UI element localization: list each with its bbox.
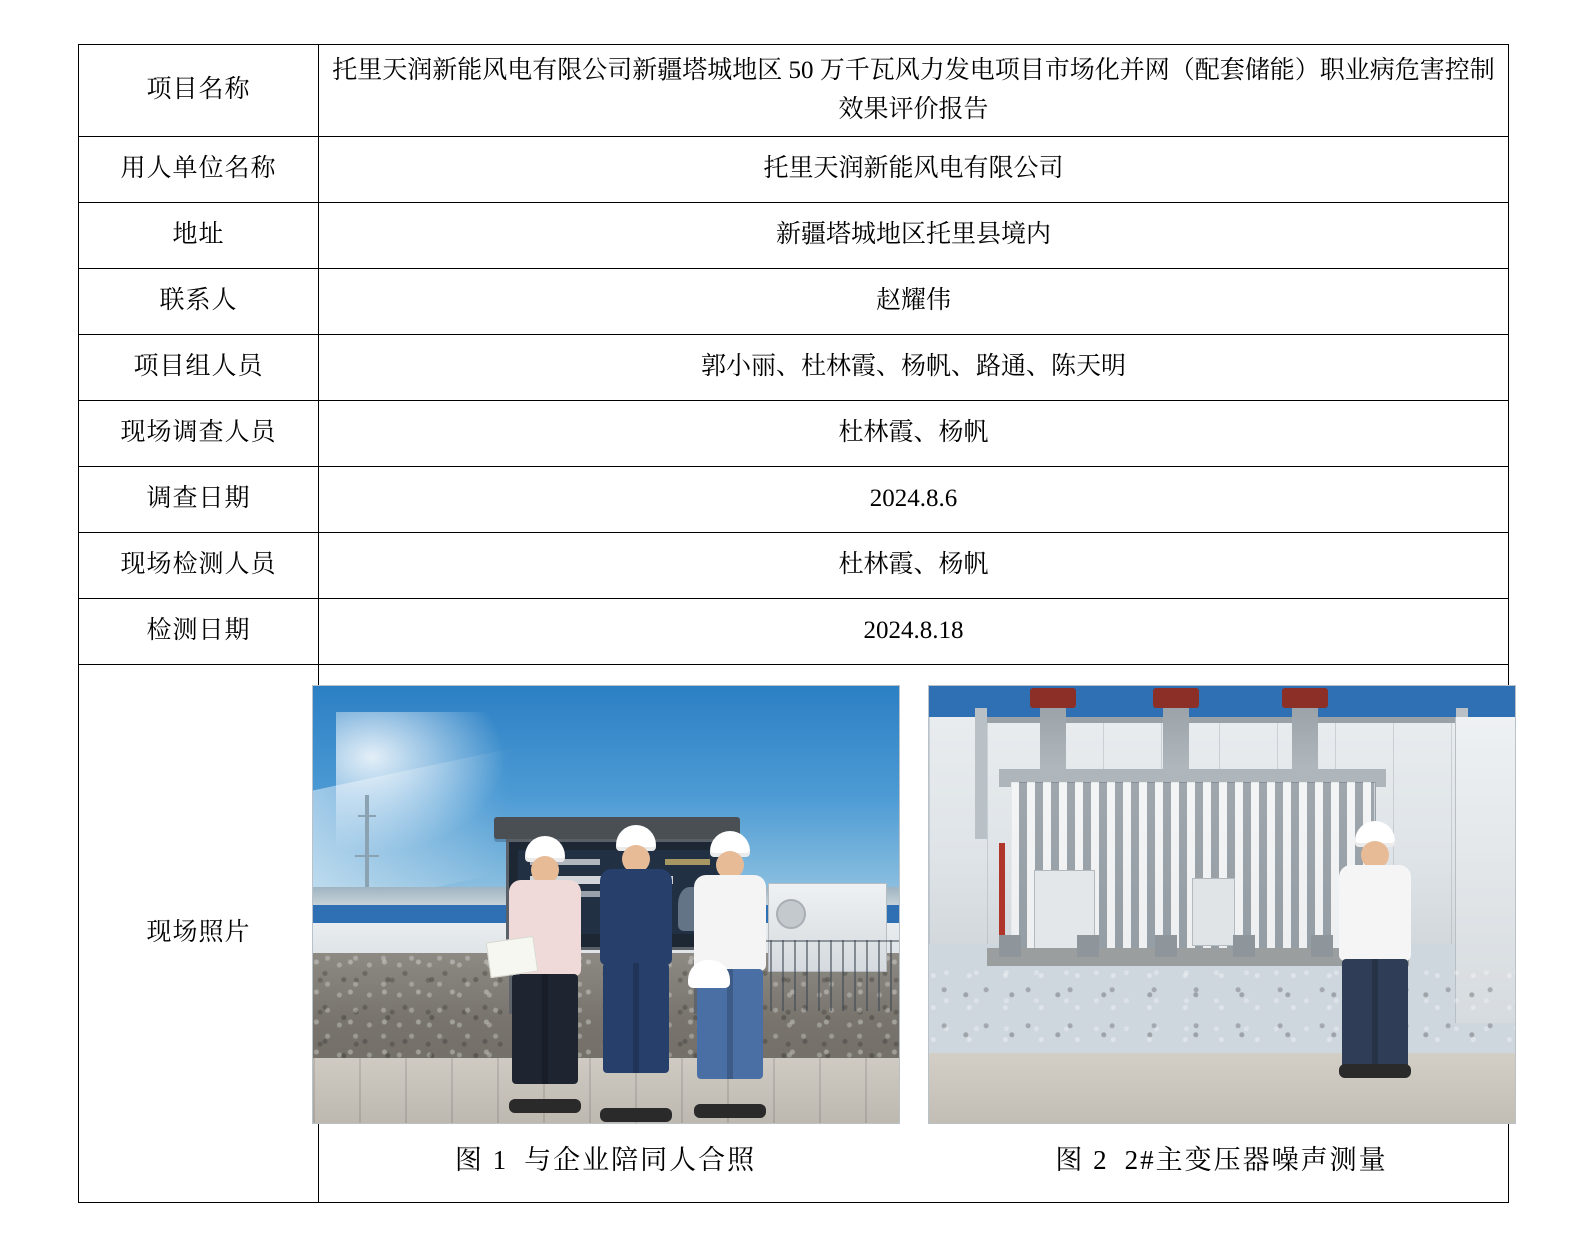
legs [603, 963, 669, 1073]
table-row [79, 599, 1509, 665]
support-frame-left [975, 708, 987, 839]
row-label-address: 地址 [79, 203, 319, 269]
table-row [79, 203, 1509, 269]
table-row [79, 533, 1509, 599]
row-label-testing-staff: 现场检测人员 [79, 533, 319, 599]
project-info-table [78, 44, 1509, 1203]
row-value-testing-date: 2024.8.18 [319, 599, 1509, 665]
measuring-person [1329, 821, 1421, 1066]
table-row [79, 335, 1509, 401]
row-value-survey-date: 2024.8.6 [319, 467, 1509, 533]
row-label-project-name: 项目名称 [79, 45, 319, 137]
blue-roof-band [929, 686, 1515, 717]
photo-caption-1 [455, 1140, 756, 1182]
table-row [79, 467, 1509, 533]
legs [512, 974, 578, 1084]
held-document [486, 935, 539, 977]
torso [600, 869, 672, 965]
row-label-site-photos: 现场照片 [79, 665, 319, 1203]
row-value-survey-staff: 杜林霞、杨帆 [319, 401, 1509, 467]
shoes [1339, 1064, 1411, 1078]
site-photo-transformer [928, 685, 1516, 1124]
concrete-pavement [929, 1053, 1515, 1123]
person-center [588, 825, 684, 1110]
row-value-team: 郭小丽、杜林霞、杨帆、路通、陈天明 [319, 335, 1509, 401]
table-row [79, 137, 1509, 203]
row-label-employer: 用人单位名称 [79, 137, 319, 203]
photo-caption-number-2: 图 2 [1055, 1145, 1109, 1176]
row-label-survey-staff: 现场调查人员 [79, 401, 319, 467]
photo-block-1 [312, 685, 900, 1182]
photo-caption-number-1: 图 1 [454, 1145, 509, 1176]
photo-gallery [327, 685, 1500, 1182]
site-photo-group-picture [312, 685, 900, 1124]
row-value-site-photos [319, 665, 1509, 1203]
table-row-photos [79, 665, 1509, 1203]
red-pipe [999, 843, 1005, 939]
shoes [600, 1108, 672, 1122]
row-label-survey-date: 调查日期 [79, 467, 319, 533]
table-row [79, 269, 1509, 335]
photo-caption-text-2: 2#主变压器噪声测量 [1124, 1145, 1388, 1176]
row-value-project-name: 托里天润新能风电有限公司新疆塔城地区 50 万千瓦风力发电项目市场化并网（配套储能）职业病危害控制效果评价报告 [319, 45, 1509, 137]
row-value-contact: 赵耀伟 [319, 269, 1509, 335]
photo-caption-2 [1055, 1140, 1387, 1182]
legs [1342, 959, 1408, 1069]
row-label-testing-date: 检测日期 [79, 599, 319, 665]
photo-caption-text-1: 与企业陪同人合照 [524, 1145, 757, 1176]
transformer-wheels [999, 935, 1386, 957]
table-row [79, 45, 1509, 137]
row-label-team: 项目组人员 [79, 335, 319, 401]
table-row [79, 401, 1509, 467]
row-value-employer: 托里天润新能风电有限公司 [319, 137, 1509, 203]
row-value-address: 新疆塔城地区托里县境内 [319, 203, 1509, 269]
row-value-testing-staff: 杜林霞、杨帆 [319, 533, 1509, 599]
shoes [694, 1104, 766, 1118]
torso [1339, 865, 1411, 961]
torso [694, 875, 766, 971]
gravel-ground [929, 966, 1515, 1062]
photo-block-2 [928, 685, 1516, 1182]
row-label-contact: 联系人 [79, 269, 319, 335]
shoes [509, 1099, 581, 1113]
